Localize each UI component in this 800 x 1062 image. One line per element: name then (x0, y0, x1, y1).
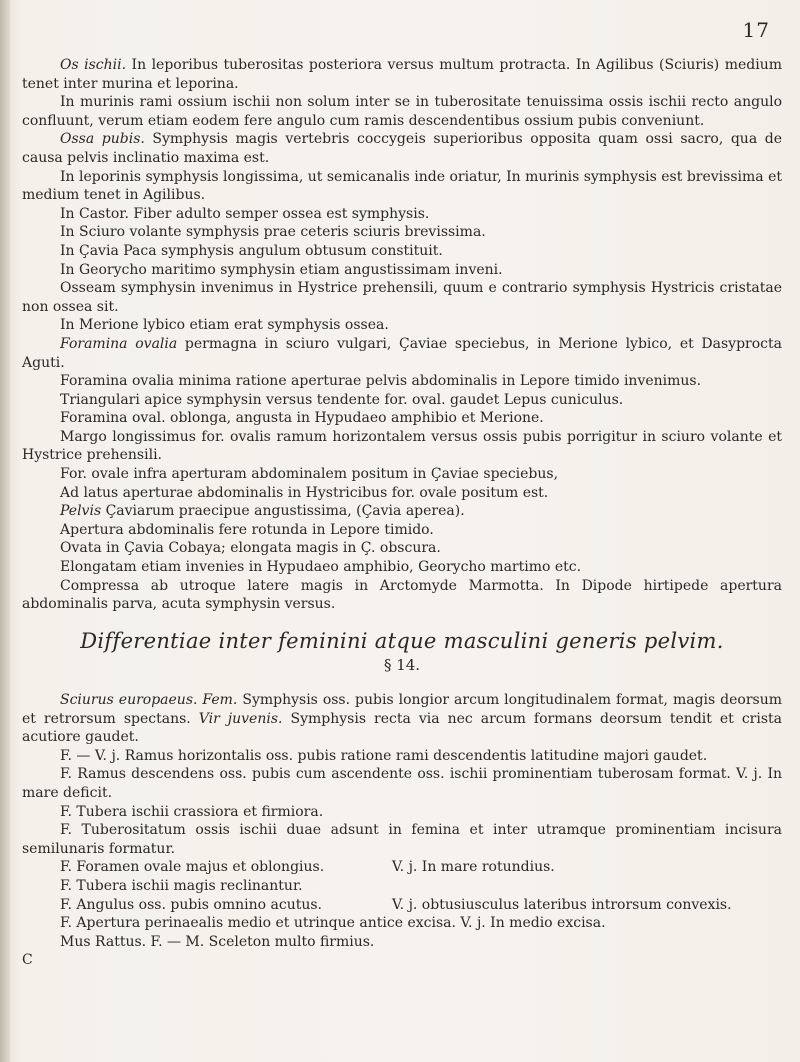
paragraph: In Castor. Fiber adulto semper ossea est symphysis. (60, 205, 430, 222)
paragraph-pelvis: Pelvis Çaviarum praecipue angustissima, (Çavia aperea). (60, 503, 465, 520)
male-note: V. j. In mare rotundius. (392, 859, 555, 876)
body-text (22, 56, 782, 970)
paragraph: In Çavia Paca symphysis angulum obtusum constituit. (60, 242, 443, 259)
paragraph: F. — V. j. Ramus horizontalis oss. pubis ratione rami descendentis latitudine majori gaudet. (60, 747, 708, 764)
paragraph: Foramina oval. oblonga, angusta in Hypudaeo amphibio et Merione. (60, 410, 544, 427)
label-female: Fem. (202, 692, 238, 708)
paragraph: F. Tuberositatum ossis ischii duae adsunt in femina et inter utramque prominentiam incisura semilunaris formatur. (22, 822, 782, 857)
paragraph: Margo longissimus for. ovalis ramum horizontalem versus ossis pubis porrigitur in sciuro volante et Hystrice prehensili. (22, 428, 782, 464)
label-species: Sciurus europaeus. (60, 692, 198, 708)
paired-line (22, 858, 782, 877)
label-male: Vir juvenis. (198, 710, 283, 727)
paragraph: F. Tubera ischii magis reclinantur. (60, 877, 303, 894)
paragraph-ossa-pubis: Ossa pubis. Symphysis magis vertebris coccygeis superioribus opposita quam ossi sacro, qua de causa pelvis inclinatio maxima est. (22, 131, 782, 166)
paragraph: Ad latus aperturae abdominalis in Hystricibus for. ovale positum est. (60, 484, 549, 501)
paired-line (22, 896, 782, 915)
female-note: F. Angulus oss. pubis omnino acutus. (60, 896, 322, 913)
paragraph: In leporinis symphysis longissima, ut semicanalis inde oriatur, In murinis symphysis est brevissima et medium tenet in Agilibus. (22, 168, 782, 204)
label-foramina-ovalia: Foramina ovalia (60, 335, 178, 352)
paragraph: F. Apertura perinaealis medio et utrinque antice excisa. V. j. In medio excisa. (60, 915, 606, 932)
paragraph: Foramina ovalia minima ratione aperturae pelvis abdominalis in Lepore timido invenimus. (60, 373, 702, 390)
paragraph: In Georycho maritimo symphysin etiam angustissimam inveni. (60, 261, 503, 278)
male-note: V. j. obtusiusculus lateribus introrsum convexis. (392, 896, 732, 913)
label-ossa-pubis: Ossa pubis. (60, 131, 145, 148)
label-pelvis: Pelvis (60, 503, 102, 520)
paragraph-mus-rattus: Mus Rattus. F. — M. Sceleton multo firmius. (60, 933, 375, 950)
paragraph: Osseam symphysin invenimus in Hystrice prehensili, quum e contrario symphysis Hystricis cristatae non ossea sit. (22, 280, 782, 315)
paragraph: In murinis rami ossium ischii non solum inter se in tuberositate tenuissima ossis ischii recto angulo confluunt, verum etiam eodem fere angulo cum ramis descendentibus ossium pubis conveniunt. (22, 94, 782, 129)
paragraph: In Merione lybico etiam erat symphysis ossea. (60, 317, 389, 334)
paragraph: Elongatam etiam invenies in Hypudaeo amphibio, Georycho martimo etc. (60, 559, 582, 576)
paragraph: Compressa ab utroque latere magis in Arctomyde Marmotta. In Dipode hirtipede apertura abdominalis parva, acuta symphysin versus. (22, 577, 782, 613)
page-number: 17 (742, 18, 770, 42)
page-gutter (0, 0, 10, 1062)
section-number: § 14. (383, 656, 421, 675)
paragraph: F. Ramus descendens oss. pubis cum ascendente oss. ischii prominentiam tuberosam format. V. j. In mare deficit. (22, 766, 782, 801)
paragraph-foramina: Foramina ovalia permagna in sciuro vulgari, Çaviae speciebus, in Merione lybico, et Dasyprocta Aguti. (22, 335, 782, 371)
label-os-ischii: Os ischii. (60, 57, 127, 73)
paragraph: Triangulari apice symphysin versus tendente for. oval. gaudet Lepus cuniculus. (60, 391, 624, 408)
paragraph-sciurus: Sciurus europaeus. Fem. Symphysis oss. pubis longior arcum longitudinalem format, magis deorsum et retrorsum spectans. Vir juvenis. Symphysis recta via nec arcum formans deorsum tendit et crista acutiore gaudet. (22, 692, 782, 746)
printer-signature: C (22, 952, 33, 969)
paragraph: Apertura abdominalis fere rotunda in Lepore timido. (60, 521, 434, 538)
section-heading: Differentiae inter feminini atque masculini generis pelvim. (80, 628, 724, 653)
paragraph: In Sciuro volante symphysis prae ceteris sciuris brevissima. (60, 224, 486, 241)
paragraph: Ovata in Çavia Cobaya; elongata magis in Ç. obscura. (60, 540, 441, 557)
paragraph: For. ovale infra aperturam abdominalem positum in Çaviae speciebus, (60, 466, 559, 483)
paragraph-os-ischii: Os ischii. In leporibus tuberositas posteriora versus multum protracta. In Agilibus (Sciuris) medium tenet inter murina et leporina. (22, 57, 783, 92)
paragraph: F. Tubera ischii crassiora et firmiora. (60, 803, 324, 820)
female-note: F. Foramen ovale majus et oblongius. (60, 859, 325, 876)
